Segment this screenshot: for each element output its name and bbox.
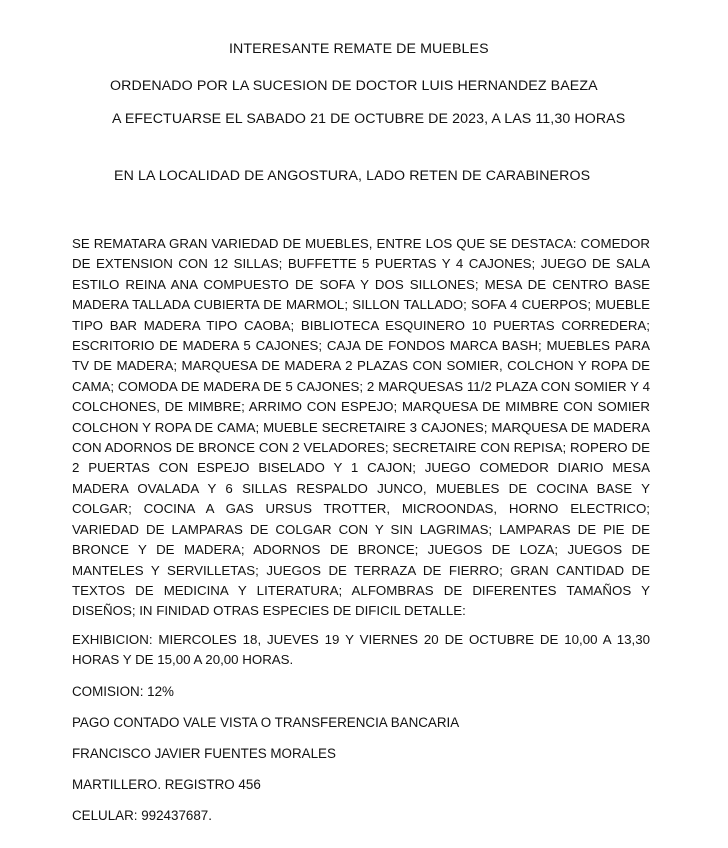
notice-location: EN LA LOCALIDAD DE ANGOSTURA, LADO RETEN DE CARABINEROS bbox=[114, 168, 591, 184]
phone-number: CELULAR: 992437687. bbox=[72, 807, 212, 823]
auctioneer-registry: MARTILLERO. REGISTRO 456 bbox=[72, 776, 261, 792]
notice-body bbox=[72, 234, 650, 826]
commission-text: COMISION: 12% bbox=[72, 683, 174, 699]
payment-text: PAGO CONTADO VALE VISTA O TRANSFERENCIA BANCARIA bbox=[72, 714, 460, 730]
notice-date-time: A EFECTUARSE EL SABADO 21 DE OCTUBRE DE 2023, A LAS 11,30 HORAS bbox=[112, 111, 626, 127]
notice-ordered-by: ORDENADO POR LA SUCESION DE DOCTOR LUIS HERNANDEZ BAEZA bbox=[110, 78, 598, 94]
auctioneer-name: FRANCISCO JAVIER FUENTES MORALES bbox=[72, 745, 336, 761]
exhibition-schedule: EXHIBICION: MIERCOLES 18, JUEVES 19 Y VIERNES 20 DE OCTUBRE DE 10,00 A 13,30 HORAS Y DE 15,00 A 20,00 HORAS. bbox=[72, 631, 650, 668]
items-description: SE REMATARA GRAN VARIEDAD DE MUEBLES, ENTRE LOS QUE SE DESTACA: COMEDOR DE EXTENSION CON 12 SILLAS; BUFFETTE 5 PUERTAS Y 4 CAJONES; JUEGO DE SALA ESTILO REINA ANA COMPUESTO DE SOFA Y DOS SILLONES; MESA DE CENTRO BASE MADERA TALLADA CUBIERTA DE MARMOL; SILLON TALLADO; SOFA 4 CUERPOS; MUEBLE TIPO BAR MADERA TIPO CAOBA; BIBLIOTECA ESQUINERO 10 PUERTAS CORREDERA; ESCRITORIO DE MADERA 5 CAJONES; CAJA DE FONDOS MARCA BASH; MUEBLES PARA TV DE MADERA; MARQUESA DE MADERA 2 PLAZAS CON SOMIER, COLCHON Y ROPA DE CAMA; COMODA DE MADERA DE 5 CAJONES; 2 MARQUESAS 11/2 PLAZA CON SOMIER Y 4 COLCHONES, DE MIMBRE; ARRIMO CON ESPEJO; MARQUESA DE MIMBRE CON SOMIER COLCHON Y ROPA DE CAMA; MUEBLE SECRETAIRE 3 CAJONES; MARQUESA DE MADERA CON ADORNOS DE BRONCE CON 2 VELADORES; SECRETAIRE CON REPISA; ROPERO DE 2 PUERTAS CON ESPEJO BISELADO Y 1 CAJON; JUEGO COMEDOR DIARIO MESA MADERA OVALADA Y 6 SILLAS RESPALDO JUNCO, MUEBLES DE COCINA BASE Y COLGAR; COCINA A GAS URSUS TROTTER, MICROONDAS, HORNO ELECTRICO; VARIEDAD DE LAMPARAS DE COLGAR CON Y SIN LAGRIMAS; LAMPARAS DE PIE DE BRONCE Y DE MADERA; ADORNOS DE BRONCE; JUEGOS DE LOZA; JUEGOS DE MANTELES Y SERVILLETAS; JUEGOS DE TERRAZA DE FIERRO; GRAN CANTIDAD DE TEXTOS DE MEDICINA Y LITERATURA; ALFOMBRAS DE DIFERENTES TAMAÑOS Y DISEÑOS; IN FINIDAD OTRAS ESPECIES DE DIFICIL DETALLE: bbox=[72, 236, 650, 619]
notice-title: INTERESANTE REMATE DE MUEBLES bbox=[229, 41, 489, 57]
